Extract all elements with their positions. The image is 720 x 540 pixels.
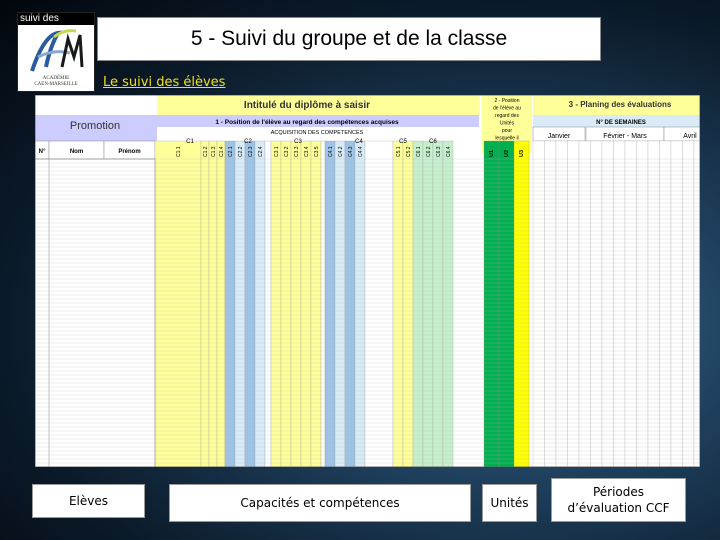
competence-group-label: C2 xyxy=(244,139,252,145)
logo-top-text: suivi des xyxy=(18,13,94,25)
competence-group-label: C3 xyxy=(294,139,302,145)
competence-sub-label: C5.1 xyxy=(396,146,402,157)
competence-sub-label: C3.5 xyxy=(314,146,320,157)
competence-column xyxy=(245,141,255,467)
slide-title: 5 - Suivi du groupe et de la classe xyxy=(97,17,601,61)
section3-text: 3 - Planing des évaluations xyxy=(568,100,672,109)
competence-column xyxy=(433,141,443,467)
competence-sub-label: C1.1 xyxy=(176,146,182,157)
competence-sub-label: C1.4 xyxy=(219,146,225,157)
unit-column xyxy=(514,141,529,467)
label-periodes xyxy=(551,478,686,522)
unit-column xyxy=(484,141,499,467)
month-text: Janvier xyxy=(547,133,571,140)
label-unites: Unités xyxy=(482,484,537,522)
competence-column xyxy=(235,141,245,467)
promotion-text: Promotion xyxy=(69,120,121,132)
logo-org-text: ACADÉMIE CAEN-MARSEILLE xyxy=(34,76,78,87)
competence-sub-label: C3.3 xyxy=(294,146,300,157)
week-column xyxy=(671,141,683,467)
label-capacites: Capacités et compétences xyxy=(169,484,471,522)
competence-group-label: C4 xyxy=(355,139,363,145)
competence-column xyxy=(155,141,201,467)
competence-column xyxy=(393,141,403,467)
competence-sub-label: C3.4 xyxy=(304,146,310,157)
competence-column xyxy=(423,141,433,467)
competence-sub-label: C4.4 xyxy=(358,146,364,157)
competence-column xyxy=(271,141,281,467)
name-header-text: Prénom xyxy=(118,149,141,155)
competence-sub-label: C4.3 xyxy=(348,146,354,157)
competence-sub-label: C3.2 xyxy=(284,146,290,157)
section2-text: de l'élève au xyxy=(493,105,521,112)
competence-sub-label: C2.4 xyxy=(258,146,264,157)
spacer-column xyxy=(321,141,325,467)
label-periodes-line2: d’évaluation CCF xyxy=(567,501,670,515)
week-column xyxy=(556,141,568,467)
competence-sub-label: C5.2 xyxy=(406,146,412,157)
tracking-spreadsheet xyxy=(35,95,700,467)
spreadsheet-grid xyxy=(35,95,700,467)
name-header-text: N° xyxy=(38,149,46,155)
week-column xyxy=(602,141,614,467)
academy-emblem-icon xyxy=(24,27,90,77)
competence-sub-label: C4.1 xyxy=(328,146,334,157)
competence-group-label: C5 xyxy=(399,139,407,145)
competence-sub-label: C3.1 xyxy=(274,146,280,157)
month-text: Février - Mars xyxy=(603,133,647,140)
week-column xyxy=(660,141,672,467)
name-header-text: Nom xyxy=(69,149,84,155)
acquisition-text: ACQUISITION DES COMPETENCES xyxy=(270,130,364,136)
label-eleves: Elèves xyxy=(32,484,145,518)
competence-sub-label: C6.3 xyxy=(436,146,442,157)
competence-sub-label: C2.2 xyxy=(238,146,244,157)
section2-text: pour xyxy=(501,128,513,134)
unit-column xyxy=(499,141,514,467)
week-column xyxy=(648,141,660,467)
week-column xyxy=(614,141,626,467)
week-column xyxy=(625,141,637,467)
week-column xyxy=(694,141,700,467)
week-column xyxy=(579,141,591,467)
competence-column xyxy=(325,141,335,467)
competence-column xyxy=(311,141,321,467)
competence-column xyxy=(225,141,235,467)
competence-column xyxy=(255,141,265,467)
section2-text: regard des xyxy=(495,113,519,119)
week-column xyxy=(637,141,649,467)
slide-subtitle: Le suivi des élèves xyxy=(103,75,226,90)
spacer-column xyxy=(365,141,393,467)
section2-text: 2 - Position xyxy=(494,98,520,104)
competence-sub-label: C1.2 xyxy=(203,146,209,157)
competence-sub-label: C1.3 xyxy=(211,146,217,157)
competence-column xyxy=(413,141,423,467)
section2-text: lesquelle il xyxy=(495,135,519,142)
week-column xyxy=(591,141,603,467)
competence-column xyxy=(281,141,291,467)
diploma-title-text: Intitulé du diplôme à saisir xyxy=(243,100,371,111)
week-column xyxy=(533,141,545,467)
unit-label: U3 xyxy=(519,149,525,157)
competence-sub-label: C6.2 xyxy=(426,146,432,157)
month-text: Avril xyxy=(683,133,697,140)
competence-column xyxy=(201,141,209,467)
competence-column xyxy=(335,141,345,467)
week-column xyxy=(545,141,557,467)
competence-column xyxy=(291,141,301,467)
competence-column xyxy=(217,141,225,467)
competence-column xyxy=(443,141,453,467)
competence-column xyxy=(355,141,365,467)
competence-sub-label: C6.1 xyxy=(416,146,422,157)
unit-label: U1 xyxy=(489,149,495,157)
section2-text: Unités xyxy=(499,120,515,127)
competence-column xyxy=(403,141,413,467)
competence-sub-label: C2.3 xyxy=(248,146,254,157)
competence-sub-label: C4.2 xyxy=(338,146,344,157)
week-column xyxy=(568,141,580,467)
competence-column xyxy=(209,141,217,467)
num-semaines-text: N° DE SEMAINES xyxy=(596,120,646,126)
competence-group-label: C1 xyxy=(186,139,194,145)
unit-label: U2 xyxy=(504,149,510,157)
competence-sub-label: C6.4 xyxy=(446,146,452,157)
academy-logo xyxy=(17,12,95,92)
competence-sub-label: C2.1 xyxy=(228,146,234,157)
section1-text: 1 - Position de l'élève au regard des compétences acquises xyxy=(215,119,399,126)
label-periodes-line1: Périodes xyxy=(592,485,645,499)
spacer-column xyxy=(265,141,271,467)
competence-group-label: C6 xyxy=(429,139,437,145)
week-column xyxy=(683,141,695,467)
competence-column xyxy=(345,141,355,467)
competence-column xyxy=(301,141,311,467)
